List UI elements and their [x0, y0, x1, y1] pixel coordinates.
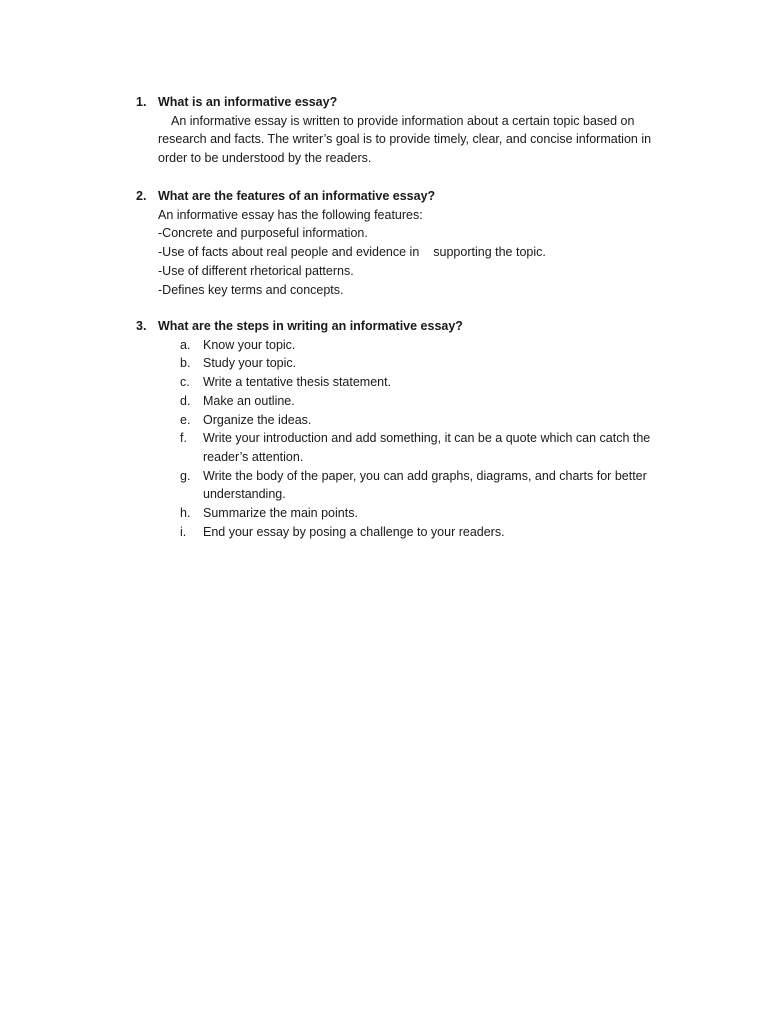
step-marker: c.: [180, 375, 190, 390]
question-title: What are the features of an informative essay?: [158, 189, 436, 203]
step-text: Write a tentative thesis statement.: [203, 375, 392, 390]
feature-item: -Defines key terms and concepts.: [158, 282, 344, 297]
step-marker: i.: [180, 524, 187, 539]
question-title: What are the steps in writing an informative essay?: [158, 319, 463, 333]
step-item: [180, 523, 670, 542]
step-item: [180, 392, 670, 411]
question-answer: [158, 112, 668, 168]
steps-list: [180, 336, 670, 542]
step-item: [180, 504, 670, 523]
step-marker: g.: [180, 468, 191, 483]
feature-item: -Use of different rhetorical patterns.: [158, 263, 354, 278]
question-number: 1.: [136, 95, 147, 109]
step-text: Summarize the main points.: [203, 506, 358, 521]
step-item: [180, 429, 670, 466]
step-text: Organize the ideas.: [203, 412, 312, 427]
question-title: What is an informative essay?: [158, 95, 338, 109]
step-text: Write your introduction and add something, it can be a quote which can catch the reader’s attention.: [203, 431, 651, 464]
question-answer: [158, 206, 668, 300]
step-text: Write the body of the paper, you can add graphs, diagrams, and charts for better understanding.: [203, 468, 647, 502]
feature-item-text: -Use of facts about real people and evidence in: [158, 245, 420, 260]
question-number: 2.: [136, 189, 147, 203]
step-item: [180, 354, 670, 373]
step-marker: d.: [180, 393, 191, 408]
step-text: Make an outline.: [203, 393, 295, 408]
feature-item: [158, 243, 668, 262]
feature-item-continuation: supporting the topic.: [433, 245, 546, 260]
step-marker: a.: [180, 337, 191, 352]
step-text: Study your topic.: [203, 356, 297, 371]
step-item: [180, 467, 670, 504]
step-text: Know your topic.: [203, 337, 296, 352]
question-number: 3.: [136, 319, 147, 333]
answer-paragraph: An informative essay is written to provide information about a certain topic based on research and facts. The writer’s goal is to provide timely, clear, and concise information in order to be understood by the readers.: [158, 113, 652, 166]
step-item: [180, 411, 670, 430]
feature-item: -Concrete and purposeful information.: [158, 226, 368, 241]
step-item: [180, 373, 670, 392]
step-marker: f.: [180, 431, 187, 446]
step-marker: b.: [180, 356, 191, 371]
step-item: [180, 336, 670, 355]
features-intro: An informative essay has the following features:: [158, 207, 423, 222]
step-marker: h.: [180, 506, 191, 521]
step-marker: e.: [180, 412, 191, 427]
step-text: End your essay by posing a challenge to your readers.: [203, 524, 505, 539]
